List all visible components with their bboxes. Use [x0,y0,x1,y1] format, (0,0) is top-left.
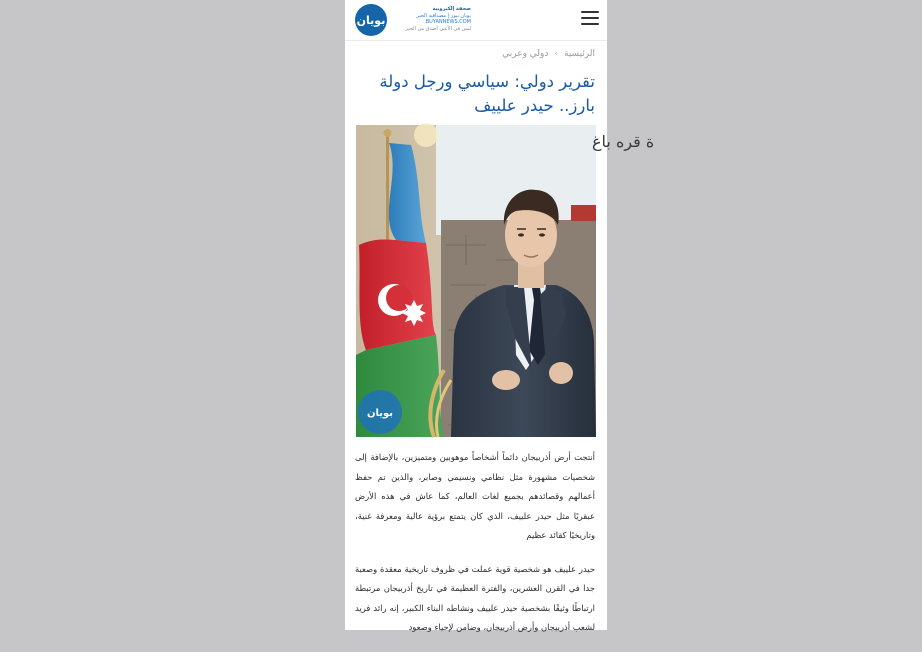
mobile-page [345,0,655,632]
site-logo[interactable] [355,3,470,35]
breadcrumb-section-link[interactable]: دولي وعربي [502,49,549,59]
logo-mark: بويان [355,4,387,36]
breadcrumb-home-link[interactable]: الرئيسية [564,49,595,59]
breadcrumb [502,49,595,59]
logo-text [391,6,471,32]
article-paragraph-2: حيدر علييف هو شخصية قوية عملت في ظروف تاريخية معقدة وصعبة جدا في القرن العشرين، والفترة العظيمة في تاريخ أذربيجان مرتبطة ارتباطًا وثيقًا بشخصية حيدر علييف ونشاطه البناء الكبير، إنه رائد فريد لشعب أذربيجان وأرض أذربيجان، وضامن لإحياء وصعود [355,563,595,632]
article-body [355,448,595,652]
photo-watermark: بويان [366,408,394,419]
site-header [345,0,607,41]
logo-line-1: صحفة إلكترونية [432,6,471,12]
logo-line-4: ليس في الأعين أصدق من الخبر [405,25,471,32]
logo-line-3: BUYANNEWS.COM [425,19,471,25]
logo-line-2: بويان نيوز | مصداقية الخبر [416,12,471,19]
article-paragraph-1: أنتجت أرض أذربيجان دائماً أشخاصاً موهوبين ومتميزين، بالإضافة إلى شخصيات مشهورة مثل نظامي ونسيمي وصابر، والذين تم حفظ أعمالهم وقصائدهم بجميع لغات العالم، كما عاش في هذه الأرض عبقريًا مثل حيدر علييف، الذي كان يتمتع برؤية عالية ومعرفة غنية، وتاريخيًا كقائد عظيم [355,452,595,540]
article-title: تقرير دولي: سياسي ورجل دولة بارز.. حيدر علييف [379,72,595,115]
wall-sign-text: ة قره باغ [592,132,655,151]
breadcrumb-separator: › [554,49,558,59]
article-photo[interactable] [356,125,655,437]
hamburger-menu-icon[interactable] [581,11,599,27]
